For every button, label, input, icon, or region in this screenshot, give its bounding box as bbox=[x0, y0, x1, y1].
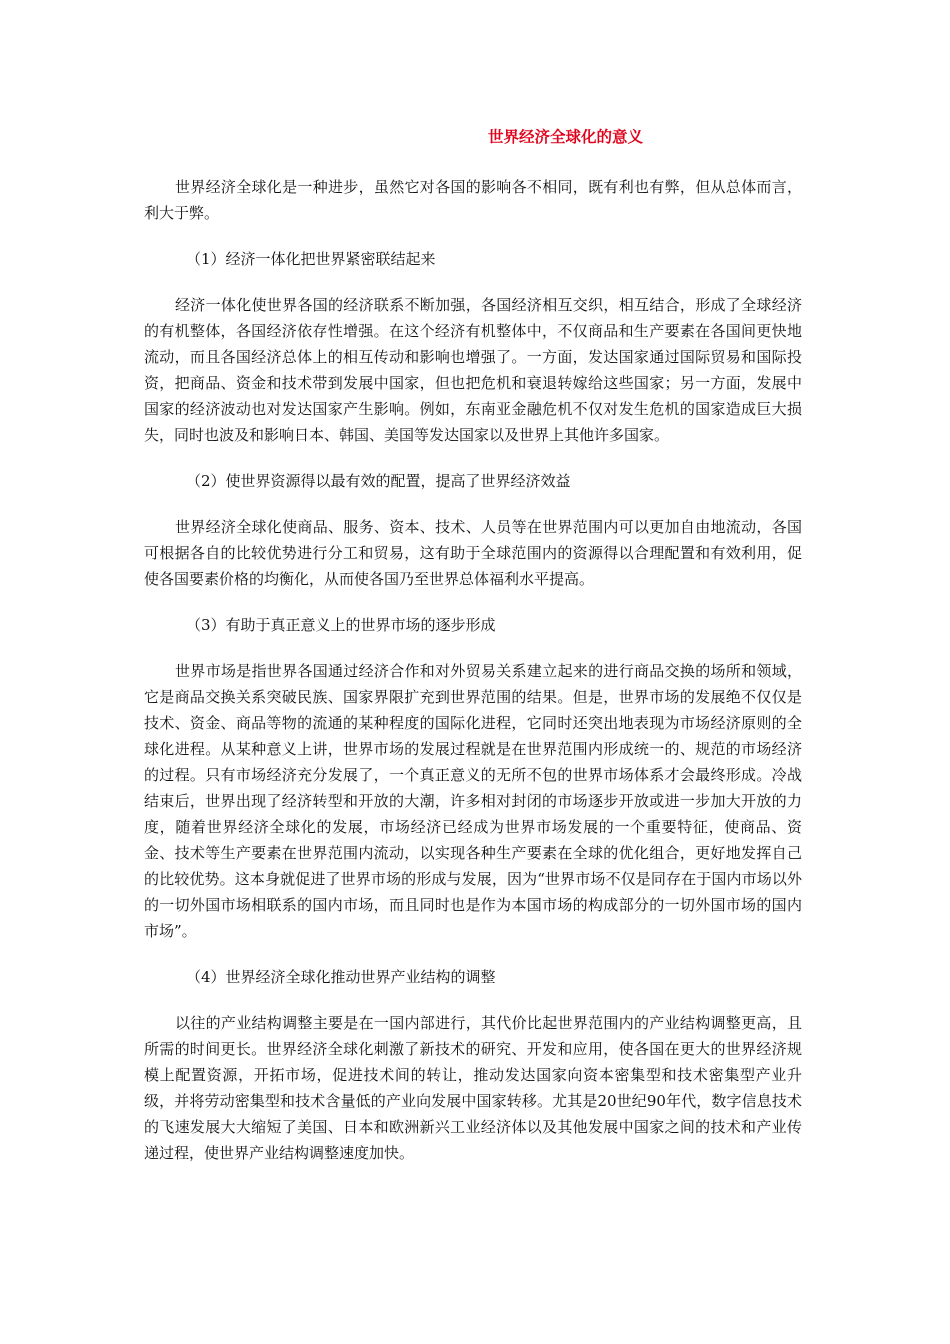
document-page bbox=[144, 124, 802, 1166]
document-title: 世界经济全球化的意义 bbox=[488, 128, 644, 146]
section-4-body: 以往的产业结构调整主要是在一国内部进行，其代价比起世界范围内的产业结构调整更高，且所需的时间更长。世界经济全球化刺激了新技术的研究、开发和应用，使各国在更大的世界经济规模上配置资源，开拓市场，促进技术间的转让，推动发达国家向资本密集型和技术密集型产业升级，并将劳动密集型和技术含量低的产业向发展中国家转移。尤其是20世纪90年代，数字信息技术的飞速发展大大缩短了美国、日本和欧洲新兴工业经济体以及其他发展中国家之间的技术和产业传递过程，使世界产业结构调整速度加快。 bbox=[144, 1014, 802, 1162]
section-1-body: 经济一体化使世界各国的经济联系不断加强，各国经济相互交织，相互结合，形成了全球经济的有机整体，各国经济依存性增强。在这个经济有机整体中，不仅商品和生产要素在各国间更快地流动，而且各国经济总体上的相互传动和影响也增强了。一方面，发达国家通过国际贸易和国际投资，把商品、资金和技术带到发展中国家，但也把危机和衰退转嫁给这些国家；另一方面，发展中国家的经济波动也对发达国家产生影响。例如，东南亚金融危机不仅对发生危机的国家造成巨大损失，同时也波及和影响日本、韩国、美国等发达国家以及世界上其他许多国家。 bbox=[144, 296, 802, 444]
section-2-body: 世界经济全球化使商品、服务、资本、技术、人员等在世界范围内可以更加自由地流动，各国可根据各自的比较优势进行分工和贸易，这有助于全球范围内的资源得以合理配置和有效利用，促使各国要素价格的均衡化，从而使各国乃至世界总体福利水平提高。 bbox=[144, 518, 802, 588]
section-3-heading: （3）有助于真正意义上的世界市场的逐步形成 bbox=[186, 616, 496, 634]
section-3-body: 世界市场是指世界各国通过经济合作和对外贸易关系建立起来的进行商品交换的场所和领域，它是商品交换关系突破民族、国家界限扩充到世界范围的结果。但是，世界市场的发展绝不仅仅是技术、资金、商品等物的流通的某种程度的国际化进程，它同时还突出地表现为市场经济原则的全球化进程。从某种意义上讲，世界市场的发展过程就是在世界范围内形成统一的、规范的市场经济的过程。只有市场经济充分发展了，一个真正意义的无所不包的世界市场体系才会最终形成。冷战结束后，世界出现了经济转型和开放的大潮，许多相对封闭的市场逐步开放或进一步加大开放的力度，随着世界经济全球化的发展，市场经济已经成为世界市场发展的一个重要特征，使商品、资金、技术等生产要素在世界范围内流动，以实现各种生产要素在全球的优化组合，更好地发挥自己的比较优势。这本身就促进了世界市场的形成与发展，因为“世界市场不仅是同存在于国内市场以外的一切外国市场相联系的国内市场，而且同时也是作为本国市场的构成部分的一切外国市场的国内市场”。 bbox=[144, 662, 802, 940]
intro-paragraph: 世界经济全球化是一种进步，虽然它对各国的影响各不相同，既有利也有弊，但从总体而言，利大于弊。 bbox=[144, 178, 802, 222]
section-2-heading: （2）使世界资源得以最有效的配置，提高了世界经济效益 bbox=[186, 472, 571, 490]
section-4-heading: （4）世界经济全球化推动世界产业结构的调整 bbox=[186, 968, 496, 986]
section-1-heading: （1）经济一体化把世界紧密联结起来 bbox=[186, 250, 436, 268]
